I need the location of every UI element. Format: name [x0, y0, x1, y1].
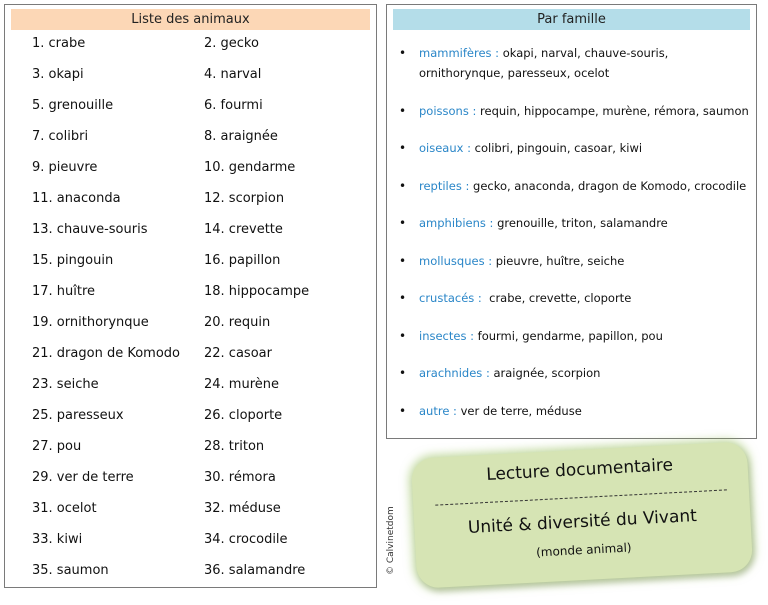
animal-item: 25. paresseux: [32, 408, 124, 423]
family-name: poissons :: [419, 103, 477, 118]
animal-item: 7. colibri: [32, 129, 89, 144]
family-members: ver de terre, méduse: [456, 403, 582, 418]
animal-item: 4. narval: [204, 67, 262, 82]
animal-row: [32, 188, 372, 219]
bullet-icon: •: [399, 141, 407, 155]
animal-item: 29. ver de terre: [32, 470, 134, 485]
animal-item: 14. crevette: [204, 222, 283, 237]
family-members: pieuvre, huître, seiche: [492, 253, 625, 268]
family-item: [399, 251, 751, 271]
bullet-icon: •: [399, 328, 407, 343]
animal-item: 26. cloporte: [204, 408, 283, 423]
animal-item: 15. pingouin: [32, 253, 114, 268]
animal-item: 1. crabe: [32, 36, 86, 51]
animal-item: 17. huître: [32, 284, 96, 299]
animal-item: 23. seiche: [32, 377, 99, 392]
family-members: araignée, scorpion: [489, 366, 601, 380]
family-name: insectes :: [419, 328, 474, 343]
family-item: [399, 288, 751, 308]
bullet-icon: •: [399, 103, 407, 118]
family-panel: [386, 4, 757, 439]
animal-row: [32, 343, 372, 374]
animal-item: 2. gecko: [204, 36, 259, 51]
family-item: [399, 138, 751, 158]
animal-row: [32, 436, 372, 467]
animal-row: [32, 95, 372, 126]
dashed-divider: [435, 489, 727, 505]
animal-item: 35. saumon: [32, 563, 109, 578]
animal-item: 8. araignée: [204, 129, 278, 144]
family-members: fourmi, gendarme, papillon, pou: [473, 328, 663, 343]
animal-list-panel: [4, 4, 377, 588]
bullet-icon: •: [399, 178, 407, 193]
family-item: [399, 176, 751, 196]
animal-item: 9. pieuvre: [32, 160, 98, 175]
family-item: [399, 213, 751, 233]
animal-item: 11. anaconda: [32, 191, 121, 206]
bullet-icon: •: [399, 403, 407, 418]
animal-row: [32, 64, 372, 95]
family-name: mollusques :: [419, 253, 493, 268]
animal-item: 16. papillon: [204, 253, 281, 268]
animal-row: [32, 126, 372, 157]
animal-item: 10. gendarme: [204, 160, 296, 175]
animal-list-grid: [32, 33, 372, 591]
animal-item: 33. kiwi: [32, 532, 83, 547]
family-members: gecko, anaconda, dragon de Komodo, crocodile: [469, 178, 747, 193]
animal-item: 19. ornithorynque: [32, 315, 149, 330]
animal-item: 36. salamandre: [204, 563, 306, 578]
animal-item: 21. dragon de Komodo: [32, 346, 180, 361]
animal-item: 31. ocelot: [32, 501, 97, 516]
animal-item: 30. rémora: [204, 470, 276, 485]
family-list: [399, 43, 751, 438]
family-name: arachnides :: [419, 366, 490, 380]
animal-item: 22. casoar: [204, 346, 272, 361]
animal-row: [32, 312, 372, 343]
animal-row: [32, 467, 372, 498]
copyright-credit: © Calvinetdom: [386, 506, 396, 575]
family-members: requin, hippocampe, murène, rémora, saumon: [476, 103, 749, 118]
family-item: [399, 401, 751, 421]
family-members: colibri, pingouin, casoar, kiwi: [470, 141, 643, 155]
animal-item: 20. requin: [204, 315, 271, 330]
animal-item: 27. pou: [32, 439, 82, 454]
family-members: okapi, narval, chauve-souris, ornithorynque, paresseux, ocelot: [419, 46, 672, 80]
animal-item: 5. grenouille: [32, 98, 114, 113]
family-item: [399, 43, 751, 83]
family-name: oiseaux :: [419, 141, 471, 155]
title-card: [411, 441, 753, 588]
family-members: grenouille, triton, salamandre: [493, 216, 668, 230]
animal-item: 34. crocodile: [204, 532, 288, 547]
family-name: reptiles :: [419, 178, 470, 193]
family-name: mammifères :: [419, 46, 500, 60]
animal-item: 18. hippocampe: [204, 284, 310, 299]
family-name: crustacés :: [419, 291, 482, 305]
animal-item: 13. chauve-souris: [32, 222, 148, 237]
animal-row: [32, 250, 372, 281]
animal-item: 12. scorpion: [204, 191, 285, 206]
animal-row: [32, 529, 372, 560]
bullet-icon: •: [399, 46, 407, 60]
bullet-icon: •: [399, 291, 407, 305]
animal-item: 24. murène: [204, 377, 280, 392]
family-name: autre :: [419, 403, 457, 418]
animal-item: 28. triton: [204, 439, 265, 454]
animal-list-title: Liste des animaux: [11, 9, 370, 30]
family-panel-title: Par famille: [393, 9, 750, 30]
animal-row: [32, 281, 372, 312]
family-item: [399, 363, 751, 383]
animal-row: [32, 498, 372, 529]
animal-row: [32, 219, 372, 250]
bullet-icon: •: [399, 216, 407, 230]
animal-row: [32, 405, 372, 436]
bullet-icon: •: [399, 366, 407, 380]
animal-row: [32, 33, 372, 64]
animal-row: [32, 374, 372, 405]
animal-item: 6. fourmi: [204, 98, 263, 113]
bullet-icon: •: [399, 253, 407, 268]
card-note: (monde animal): [535, 540, 632, 560]
card-title: Lecture documentaire: [485, 455, 674, 485]
family-item: [399, 101, 751, 121]
family-item: [399, 326, 751, 346]
animal-item: 3. okapi: [32, 67, 84, 82]
animal-item: 32. méduse: [204, 501, 281, 516]
animal-row: [32, 560, 372, 591]
family-name: amphibiens :: [419, 216, 494, 230]
family-members: crabe, crevette, cloporte: [481, 291, 632, 305]
card-subtitle: Unité & diversité du Vivant: [467, 506, 698, 538]
animal-row: [32, 157, 372, 188]
